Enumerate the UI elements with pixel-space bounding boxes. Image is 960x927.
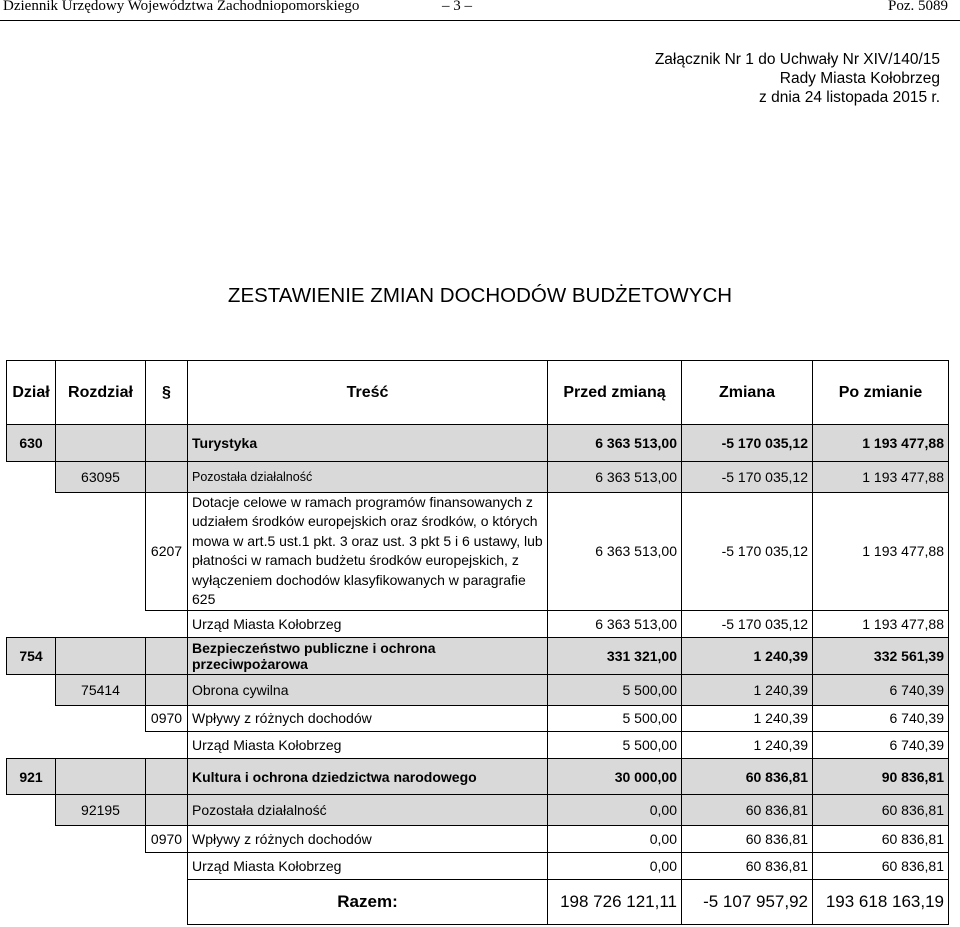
row-label: Urząd Miasta Kołobrzeg xyxy=(188,852,548,879)
col-tresc: Treść xyxy=(188,361,548,425)
table-row xyxy=(7,674,949,705)
value-after: 1 193 477,88 xyxy=(813,611,949,638)
table-row xyxy=(7,795,949,826)
table-row xyxy=(7,611,949,638)
row-label: Wpływy z różnych dochodów xyxy=(188,826,548,852)
value-after: 60 836,81 xyxy=(813,852,949,879)
col-zmiana: Zmiana xyxy=(682,361,813,425)
annex-line-3: z dnia 24 listopada 2015 r. xyxy=(759,89,940,106)
table-row xyxy=(7,826,949,852)
rozdzial-code: 63095 xyxy=(56,461,146,492)
value-change: 60 836,81 xyxy=(682,759,813,795)
value-before: 5 500,00 xyxy=(548,731,682,758)
value-after: 1 193 477,88 xyxy=(813,492,949,611)
value-change: 1 240,39 xyxy=(682,731,813,758)
table-row xyxy=(7,759,949,795)
value-change: -5 170 035,12 xyxy=(682,492,813,611)
total-row xyxy=(7,879,949,924)
value-after: 1 193 477,88 xyxy=(813,425,949,461)
value-change: 60 836,81 xyxy=(682,852,813,879)
value-change: -5 170 035,12 xyxy=(682,425,813,461)
value-before: 6 363 513,00 xyxy=(548,492,682,611)
value-after: 1 193 477,88 xyxy=(813,461,949,492)
rozdzial-code: 92195 xyxy=(56,795,146,826)
row-label: Wpływy z różnych dochodów xyxy=(188,705,548,731)
page-header xyxy=(0,0,960,21)
total-label: Razem: xyxy=(188,879,548,924)
value-before: 5 500,00 xyxy=(548,705,682,731)
dzial-code: 754 xyxy=(7,638,56,674)
value-change: 1 240,39 xyxy=(682,705,813,731)
row-label: Bezpieczeństwo publiczne i ochrona przeciwpożarowa xyxy=(188,638,548,674)
total-before: 198 726 121,11 xyxy=(548,879,682,924)
value-before: 6 363 513,00 xyxy=(548,461,682,492)
journal-title: Dziennik Urzędowy Województwa Zachodniopomorskiego xyxy=(3,0,360,14)
value-change: 60 836,81 xyxy=(682,826,813,852)
table-row xyxy=(7,731,949,758)
value-before: 331 321,00 xyxy=(548,638,682,674)
value-after: 6 740,39 xyxy=(813,705,949,731)
value-before: 5 500,00 xyxy=(548,674,682,705)
dzial-code: 921 xyxy=(7,759,56,795)
total-change: -5 107 957,92 xyxy=(682,879,813,924)
value-change: 1 240,39 xyxy=(682,674,813,705)
annex-reference xyxy=(655,50,940,107)
position-number: Poz. 5089 xyxy=(888,0,948,14)
value-after: 60 836,81 xyxy=(813,795,949,826)
row-label: Dotacje celowe w ramach programów finansowanych z udziałem środków europejskich oraz środków, o których mowa w art.5 ust.1 pkt. 3 oraz ust. 3 pkt 5 i 6 ustawy, lub płatności w ramach budżetu środków europejskich, z wyłączeniem dochodów klasyfikowanych w paragrafie 625 xyxy=(188,492,548,611)
value-after: 6 740,39 xyxy=(813,674,949,705)
paragraph-code: 0970 xyxy=(146,826,188,852)
row-label: Kultura i ochrona dziedzictwa narodowego xyxy=(188,759,548,795)
col-paragraph: § xyxy=(146,361,188,425)
col-dzial: Dział xyxy=(7,361,56,425)
table-header xyxy=(7,361,949,425)
paragraph-code: 6207 xyxy=(146,492,188,611)
row-label: Pozostała działalność xyxy=(188,795,548,826)
paragraph-code: 0970 xyxy=(146,705,188,731)
row-label: Obrona cywilna xyxy=(188,674,548,705)
value-change: 60 836,81 xyxy=(682,795,813,826)
row-label: Pozostała działalność xyxy=(188,461,548,492)
value-change: -5 170 035,12 xyxy=(682,611,813,638)
value-before: 6 363 513,00 xyxy=(548,425,682,461)
col-po: Po zmianie xyxy=(813,361,949,425)
dzial-code: 630 xyxy=(7,425,56,461)
row-label: Urząd Miasta Kołobrzeg xyxy=(188,611,548,638)
row-label: Urząd Miasta Kołobrzeg xyxy=(188,731,548,758)
table-row xyxy=(7,852,949,879)
value-before: 6 363 513,00 xyxy=(548,611,682,638)
annex-line-1: Załącznik Nr 1 do Uchwały Nr XIV/140/15 xyxy=(654,51,940,68)
col-rozdzial: Rozdział xyxy=(56,361,146,425)
value-before: 0,00 xyxy=(548,795,682,826)
table-row xyxy=(7,461,949,492)
rozdzial-code: 75414 xyxy=(56,674,146,705)
page-number: – 3 – xyxy=(442,0,472,14)
col-przed: Przed zmianą xyxy=(548,361,682,425)
value-after: 90 836,81 xyxy=(813,759,949,795)
table-row xyxy=(7,638,949,674)
value-before: 0,00 xyxy=(548,852,682,879)
table-row xyxy=(7,492,949,611)
value-change: 1 240,39 xyxy=(682,638,813,674)
annex-line-2: Rady Miasta Kołobrzeg xyxy=(779,70,940,87)
value-after: 6 740,39 xyxy=(813,731,949,758)
value-before: 30 000,00 xyxy=(548,759,682,795)
document-title: ZESTAWIENIE ZMIAN DOCHODÓW BUDŻETOWYCH xyxy=(227,284,733,307)
value-before: 0,00 xyxy=(548,826,682,852)
total-after: 193 618 163,19 xyxy=(813,879,949,924)
table-row xyxy=(7,425,949,461)
row-label: Turystyka xyxy=(188,425,548,461)
budget-table xyxy=(6,360,949,925)
value-after: 332 561,39 xyxy=(813,638,949,674)
table-row xyxy=(7,705,949,731)
value-change: -5 170 035,12 xyxy=(682,461,813,492)
value-after: 60 836,81 xyxy=(813,826,949,852)
